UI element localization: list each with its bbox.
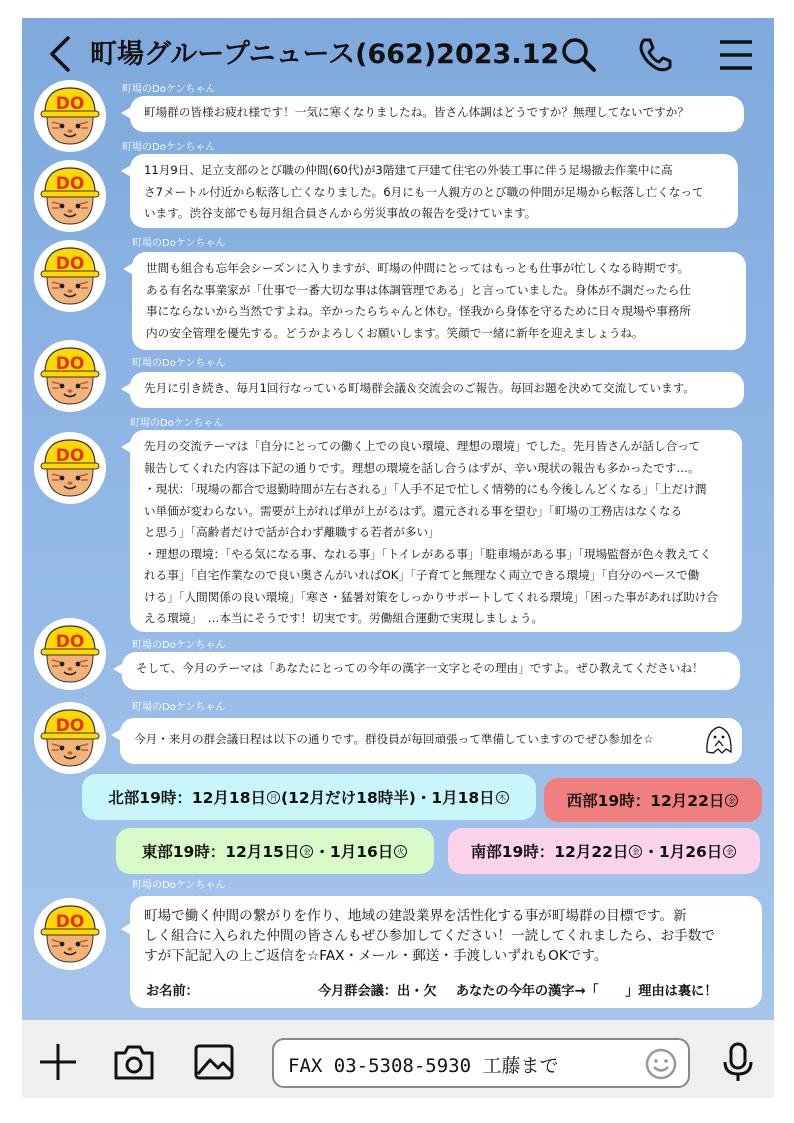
emoji-icon[interactable] — [644, 1047, 678, 1081]
svg-text:DO: DO — [55, 446, 85, 466]
message-line: い単価が変わらない。需要が上がれば単が上がるはず。還元される事を望む」「町場の工務店はなくなる — [144, 503, 683, 518]
camera-icon[interactable] — [112, 1040, 156, 1084]
sender-name: 町場のDoケンちゃん — [132, 702, 226, 713]
message-line: ・理想の環境：「やる気になる事、なれる事」「トイレがある事」「駐車場がある事」「現場監督が色々教えてく — [144, 546, 712, 561]
message-line: 町場群の皆様お疲れ様です！一気に寒くなりましたね。皆さん体調はどうですか？無理してないですか？ — [144, 105, 689, 119]
svg-text:DO: DO — [55, 632, 85, 652]
chat-screen — [22, 18, 774, 1098]
svg-text:DO: DO — [55, 354, 85, 374]
avatar — [34, 702, 106, 774]
message-bubble — [122, 652, 740, 690]
sender-name: 町場のDoケンちゃん — [122, 84, 216, 95]
message-bubble — [130, 154, 738, 228]
weekday-badge: 金 — [629, 845, 642, 858]
avatar — [34, 340, 106, 412]
input-bar — [22, 1020, 774, 1098]
image-icon[interactable] — [192, 1040, 236, 1084]
schedule-north — [82, 774, 536, 820]
page-title: 町場グループニュース(662)2023.12 — [90, 39, 560, 70]
reply-form-row — [146, 982, 717, 1002]
svg-text:DO: DO — [55, 254, 85, 274]
message-line: さ7メートル付近から転落し亡くなりました。6月にも一人親方のとび職の仲間が足場から転落し亡くなって — [144, 184, 704, 199]
svg-text:DO: DO — [55, 94, 85, 114]
message-line: える環境」 …本当にそうです！切実です。労働組合運動で実現しましょう。 — [144, 611, 544, 625]
sender-name: 町場のDoケンちゃん — [130, 418, 224, 429]
message-bubble — [132, 252, 746, 350]
message-line: 報告してくれた内容は下記の通りです。理想の環境を話し合うはずが、辛い現状の報告も多かったです…。 — [144, 460, 700, 475]
svg-text:DO: DO — [55, 912, 85, 932]
avatar — [34, 432, 106, 504]
weekday-badge: 金 — [300, 845, 313, 858]
sender-name: 町場のDoケンちゃん — [132, 238, 226, 249]
plus-icon[interactable] — [36, 1040, 80, 1084]
avatar — [34, 160, 106, 232]
phone-icon[interactable] — [634, 34, 676, 76]
message-line: すが下記記入の上ご返信を☆FAX・メール・郵送・手渡しいずれもOKです。 — [144, 948, 608, 964]
schedule-east — [116, 828, 434, 874]
message-bubble — [120, 718, 742, 764]
schedule-text: ・1月16日 — [314, 843, 394, 861]
weekday-badge: 金 — [725, 794, 738, 807]
message-line: と思う」「高齢者だけで話が合わず離職する若者が多い」 — [144, 525, 440, 539]
svg-text:DO: DO — [55, 174, 85, 194]
schedule-text: 東部19時：12月15日 — [141, 843, 300, 861]
search-icon[interactable] — [558, 34, 600, 76]
menu-icon[interactable] — [716, 34, 758, 76]
message-line: しく組合に入られた仲間の皆さんもぜひ参加してください！一読してくれましたら、お手数で — [144, 928, 715, 944]
message-input[interactable] — [272, 1038, 690, 1088]
message-line: 先月に引き続き、毎月1回行なっている町場群会議＆交流会のご報告。毎回お題を決めて交流しています。 — [144, 381, 695, 395]
message-line: 世間も組合も忘年会シーズンに入りますが、町場の仲間にとってはもっとも仕事が忙しくなる時期です。 — [146, 261, 690, 275]
avatar — [34, 80, 106, 152]
message-line: ・現状：「現場の都合で退勤時間が左右される」「人手不足で忙しく情勢的にも今後しんどくなる」「上だけ潤 — [144, 482, 707, 496]
meeting-label: 今月群会議：出・欠 — [317, 984, 437, 999]
message-bubble — [130, 372, 744, 408]
schedule-text: (12月だけ18時半)・1月18日 — [281, 789, 495, 807]
sender-name: 町場のDoケンちゃん — [132, 358, 226, 369]
praying-ghost-icon — [702, 722, 736, 758]
message-line: 今月・来月の群会議日程は以下の通りです。群役員が毎回頑張って準備していますのでぜひ参加を☆ — [134, 732, 654, 746]
sender-name: 町場のDoケンちゃん — [122, 142, 216, 153]
message-input-text: FAX 03-5308-5930 工藤まで — [288, 1055, 559, 1077]
weekday-badge: 火 — [394, 845, 407, 858]
schedule-text: 北部19時：12月18日 — [108, 789, 267, 807]
back-icon[interactable] — [40, 32, 80, 76]
avatar — [34, 618, 106, 690]
message-line: そして、今月のテーマは「あなたにとっての今年の漢字一文字とその理由」ですよ。ぜひ教えてくださいね！ — [136, 661, 704, 675]
schedule-west — [544, 778, 762, 822]
message-line: います。渋谷支部でも毎月組合員さんから労災事故の報告を受けています。 — [144, 206, 537, 220]
message-bubble — [130, 96, 744, 132]
name-label: お名前： — [146, 984, 199, 999]
schedule-text: ・1月26日 — [643, 843, 723, 861]
weekday-badge: 木 — [496, 791, 509, 804]
mic-icon[interactable] — [716, 1040, 760, 1084]
message-line: 町場で働く仲間の繋がりを作り、地域の建設業界を活性化する事が町場群の目標です。新 — [144, 908, 687, 924]
avatar — [34, 240, 106, 312]
schedule-text: 西部19時：12月22日 — [566, 792, 725, 810]
schedule-text: 南部19時：12月22日 — [470, 843, 629, 861]
message-bubble — [130, 430, 742, 632]
weekday-badge: 金 — [723, 845, 736, 858]
message-line: ある有名な事業家が「仕事で一番大切な事は体調管理である」と言っていました。身体が不調だったら仕 — [146, 282, 691, 297]
message-line: れる事」「自宅作業なので良い奥さんがいればOK」「子育てと無理なく両立できる環境」「自分のペースで働 — [144, 568, 700, 582]
sender-name: 町場のDoケンちゃん — [132, 640, 226, 651]
message-line: 内の安全管理を優先する。どうかよろしくお願いします。笑顔で一緒に新年を迎えましょうね。 — [146, 325, 644, 340]
schedule-south — [448, 828, 760, 874]
message-line: 11月9日、足立支部のとび職の仲間(60代)が3階建て戸建て住宅の外装工事に伴う足場撤去作業中に高 — [144, 163, 673, 177]
weekday-badge: 月 — [267, 791, 280, 804]
kanji-label: あなたの今年の漢字→「 」理由は裏に！ — [455, 984, 718, 999]
sender-name: 町場のDoケンちゃん — [132, 880, 226, 891]
message-bubble-final — [130, 896, 762, 1008]
svg-text:DO: DO — [55, 716, 85, 736]
avatar — [34, 898, 106, 970]
message-line: 事にならないから当然ですよね。辛かったらちゃんと休む。怪我から身体を守るために日々現場や事務所 — [146, 304, 691, 318]
message-line: ける」「人間関係の良い環境」「寒さ・猛暑対策をしっかりサポートしてくれる環境」「困った事があれば助け合 — [144, 589, 718, 604]
message-line: 先月の交流テーマは「自分にとっての働く上での良い環境、理想の環境」でした。先月皆さんが話し合って — [144, 439, 701, 453]
